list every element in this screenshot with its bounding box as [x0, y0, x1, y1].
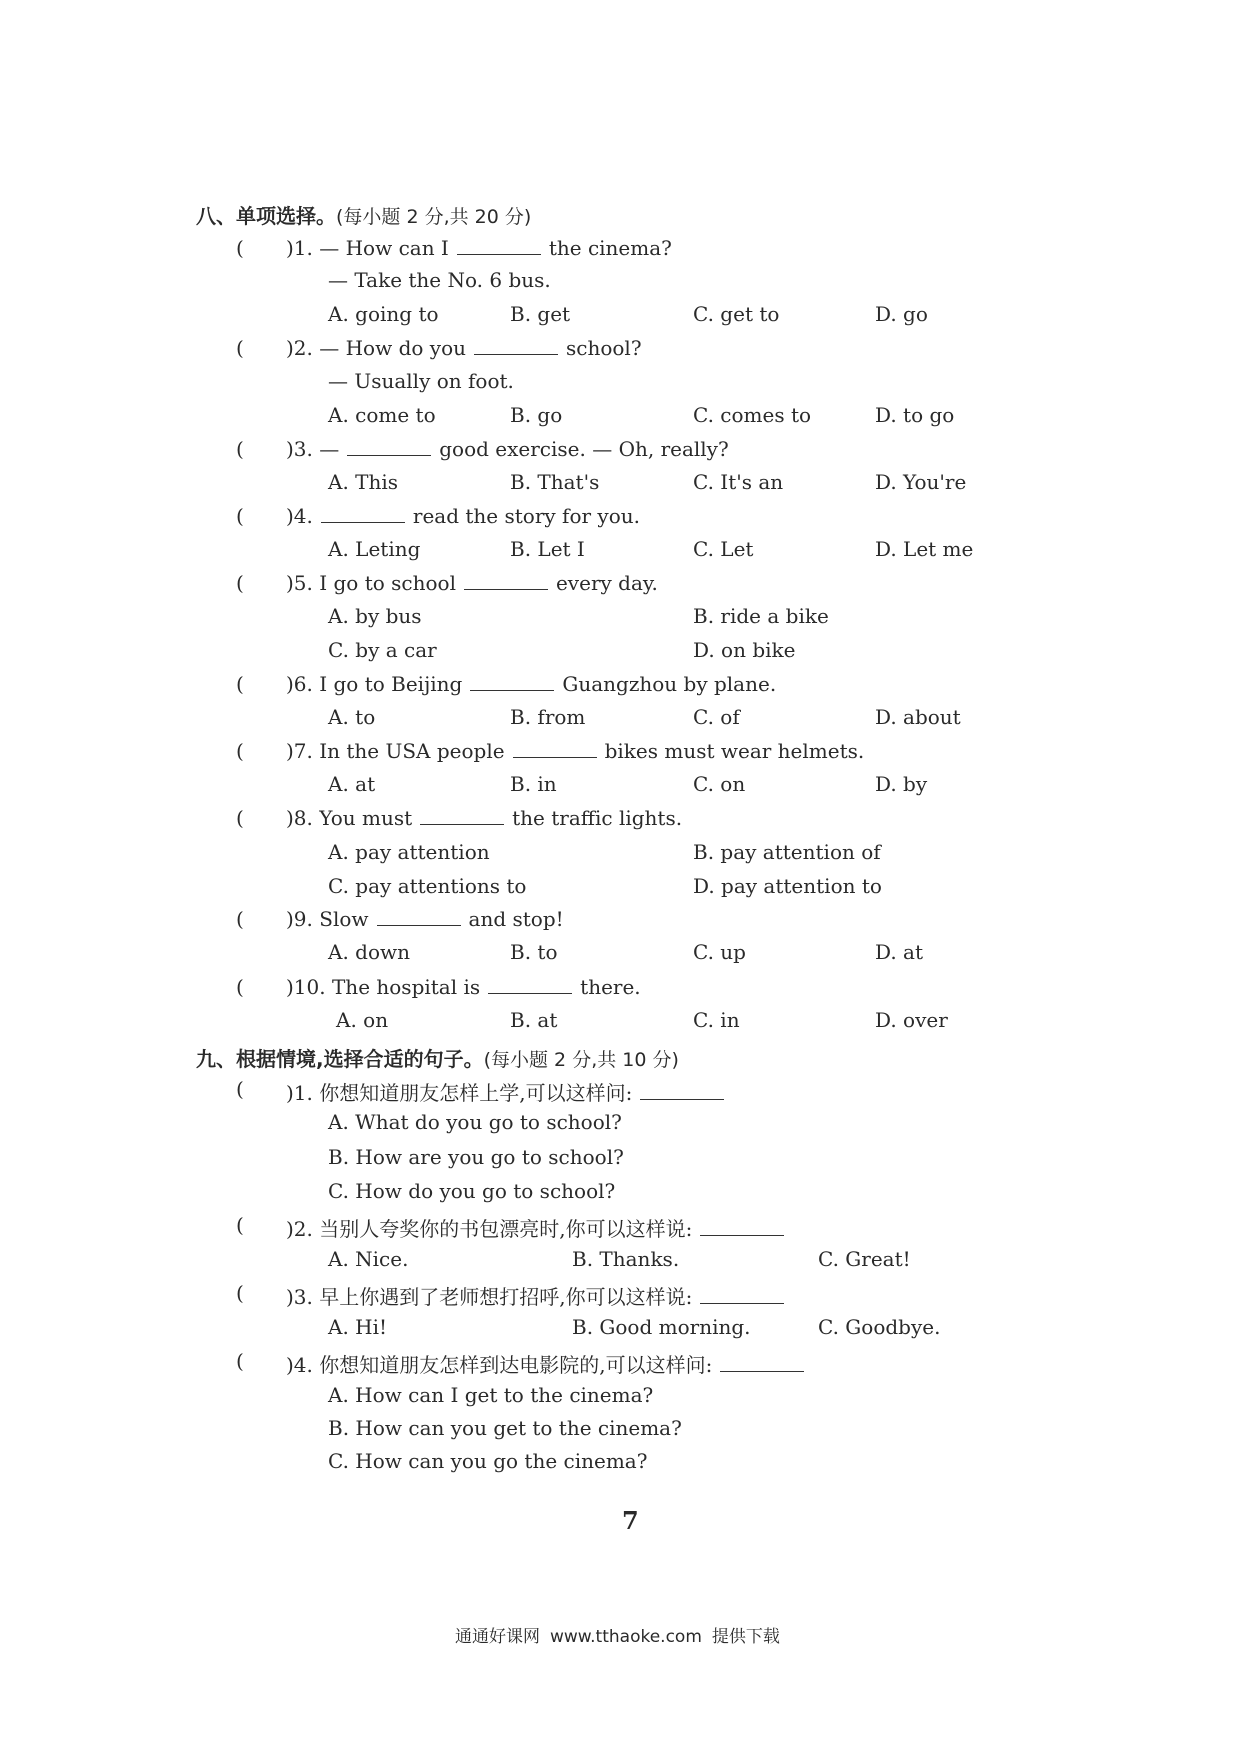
option-a: A. to [328, 705, 376, 729]
section9-score: (每小题 2 分,共 10 分) [483, 1049, 679, 1071]
q-num: )9. [286, 907, 313, 931]
question-reply: — Usually on foot. [328, 369, 514, 393]
footer-site: 通通好课网 [455, 1627, 540, 1647]
section9-heading: 九、根据情境,选择合适的句子。 [196, 1047, 484, 1071]
answer-paren: ( [236, 236, 244, 260]
option-a: A. Leting [328, 537, 421, 561]
answer-paren: ( [236, 571, 244, 595]
option-b: B. ride a bike [693, 604, 829, 628]
section8-title [196, 200, 531, 229]
q-text: 早上你遇到了老师想打招呼,你可以这样说: [319, 1285, 693, 1309]
option-c: C. up [693, 940, 746, 964]
option-a: A. come to [328, 403, 436, 427]
option-d: D. on bike [693, 638, 796, 662]
question-line [286, 571, 658, 595]
option-c: C. How do you go to school? [328, 1179, 616, 1203]
question-line [286, 975, 641, 999]
question-line [286, 806, 682, 830]
option-b: B. That's [510, 470, 600, 494]
option-a: A. Hi! [328, 1315, 388, 1339]
q-text-b: and stop! [468, 907, 564, 931]
q-num: )3. [286, 1285, 313, 1309]
question-line [286, 236, 672, 260]
q-text-a: In the USA people [319, 739, 505, 763]
page-number: 7 [622, 1506, 639, 1535]
option-c: C. get to [693, 302, 780, 326]
q-num: )4. [286, 1353, 313, 1377]
question-line [286, 907, 564, 931]
q-num: )3. [286, 437, 313, 461]
footer [455, 1622, 790, 1647]
option-d: D. go [875, 302, 928, 326]
question-line [286, 1349, 812, 1378]
q-text-a: — How can I [319, 236, 449, 260]
option-b: B. Good morning. [572, 1315, 751, 1339]
answer-paren: ( [236, 336, 244, 360]
answer-paren: ( [236, 1213, 244, 1237]
q-num: )5. [286, 571, 313, 595]
option-d: D. Let me [875, 537, 974, 561]
q-text-b: school? [566, 336, 642, 360]
option-b: B. go [510, 403, 563, 427]
option-c: C. Let [693, 537, 754, 561]
question-line [286, 1213, 792, 1242]
option-b: B. pay attention of [693, 840, 881, 864]
option-a: A. pay attention [328, 840, 490, 864]
option-c: C. Great! [818, 1247, 911, 1271]
option-c: C. How can you go the cinema? [328, 1449, 648, 1473]
q-num: )8. [286, 806, 313, 830]
answer-blank [377, 909, 461, 926]
option-d: D. at [875, 940, 923, 964]
option-b: B. from [510, 705, 586, 729]
option-b: B. in [510, 772, 557, 796]
option-d: D. over [875, 1008, 948, 1032]
option-d: D. by [875, 772, 928, 796]
answer-paren: ( [236, 1077, 244, 1101]
option-a: A. What do you go to school? [328, 1110, 622, 1134]
answer-blank [640, 1083, 724, 1100]
q-text-b: Guangzhou by plane. [562, 672, 777, 696]
q-text-b: read the story for you. [412, 504, 640, 528]
question-line [286, 1281, 792, 1310]
q-text-a: You must [319, 806, 413, 830]
q-text-a: The hospital is [331, 975, 481, 999]
option-b: B. Thanks. [572, 1247, 680, 1271]
answer-paren: ( [236, 437, 244, 461]
option-a: A. Nice. [328, 1247, 409, 1271]
q-num: )2. [286, 336, 313, 360]
option-d: D. You're [875, 470, 967, 494]
answer-paren: ( [236, 739, 244, 763]
option-c: C. in [693, 1008, 740, 1032]
answer-blank [464, 573, 548, 590]
answer-blank [474, 338, 558, 355]
answer-blank [457, 238, 541, 255]
section8-heading: 八、单项选择。 [196, 204, 336, 228]
question-line [286, 504, 640, 528]
answer-blank [321, 506, 405, 523]
question-line [286, 739, 864, 763]
question-line [286, 1077, 732, 1106]
option-c: C. on [693, 772, 746, 796]
answer-blank [470, 674, 554, 691]
option-a: A. at [328, 772, 376, 796]
q-text-a: Slow [319, 907, 369, 931]
footer-tail: 提供下载 [711, 1627, 780, 1647]
option-a: A. This [328, 470, 399, 494]
option-b: B. Let I [510, 537, 585, 561]
q-num: )10. [286, 975, 326, 999]
option-b: B. at [510, 1008, 558, 1032]
q-num: )1. [286, 236, 313, 260]
answer-blank [700, 1219, 784, 1236]
question-line [286, 437, 729, 461]
answer-blank [347, 439, 431, 456]
option-a: A. on [336, 1008, 389, 1032]
q-num: )6. [286, 672, 313, 696]
option-b: B. get [510, 302, 571, 326]
option-c: C. It's an [693, 470, 784, 494]
answer-paren: ( [236, 504, 244, 528]
answer-paren: ( [236, 1281, 244, 1305]
q-num: )2. [286, 1217, 313, 1241]
option-a: A. by bus [328, 604, 422, 628]
q-num: )7. [286, 739, 313, 763]
q-text-b: every day. [555, 571, 658, 595]
option-b: B. How can you get to the cinema? [328, 1416, 682, 1440]
q-text-b: the traffic lights. [512, 806, 683, 830]
answer-blank [513, 741, 597, 758]
question-line [286, 672, 776, 696]
option-d: D. about [875, 705, 961, 729]
q-text: 你想知道朋友怎样上学,可以这样问: [319, 1081, 633, 1105]
section8-score: (每小题 2 分,共 20 分) [336, 206, 532, 228]
q-text-b: there. [580, 975, 641, 999]
question-line [286, 336, 642, 360]
option-c: C. by a car [328, 638, 437, 662]
question-reply: — Take the No. 6 bus. [328, 268, 551, 292]
option-a: A. How can I get to the cinema? [328, 1383, 654, 1407]
option-a: A. down [328, 940, 411, 964]
q-text: 当别人夸奖你的书包漂亮时,你可以这样说: [319, 1217, 693, 1241]
answer-paren: ( [236, 1349, 244, 1373]
answer-blank [488, 977, 572, 994]
option-d: D. pay attention to [693, 874, 882, 898]
q-text-b: bikes must wear helmets. [604, 739, 865, 763]
answer-blank [420, 808, 504, 825]
q-num: )1. [286, 1081, 313, 1105]
q-num: )4. [286, 504, 313, 528]
answer-paren: ( [236, 907, 244, 931]
q-text-b: good exercise. — Oh, really? [439, 437, 729, 461]
option-a: A. going to [328, 302, 439, 326]
option-d: D. to go [875, 403, 955, 427]
option-b: B. How are you go to school? [328, 1145, 624, 1169]
answer-blank [700, 1287, 784, 1304]
option-c: C. of [693, 705, 740, 729]
answer-blank [720, 1355, 804, 1372]
answer-paren: ( [236, 672, 244, 696]
q-text-a: — [319, 437, 340, 461]
footer-url[interactable]: www.tthaoke.com [550, 1627, 702, 1647]
option-c: C. pay attentions to [328, 874, 527, 898]
section9-title [196, 1043, 679, 1072]
option-b: B. to [510, 940, 558, 964]
q-text: 你想知道朋友怎样到达电影院的,可以这样问: [319, 1353, 713, 1377]
answer-paren: ( [236, 806, 244, 830]
answer-paren: ( [236, 975, 244, 999]
option-c: C. Goodbye. [818, 1315, 941, 1339]
q-text-a: — How do you [319, 336, 466, 360]
q-text-b: the cinema? [548, 236, 672, 260]
option-c: C. comes to [693, 403, 812, 427]
q-text-a: I go to school [319, 571, 456, 595]
q-text-a: I go to Beijing [319, 672, 463, 696]
